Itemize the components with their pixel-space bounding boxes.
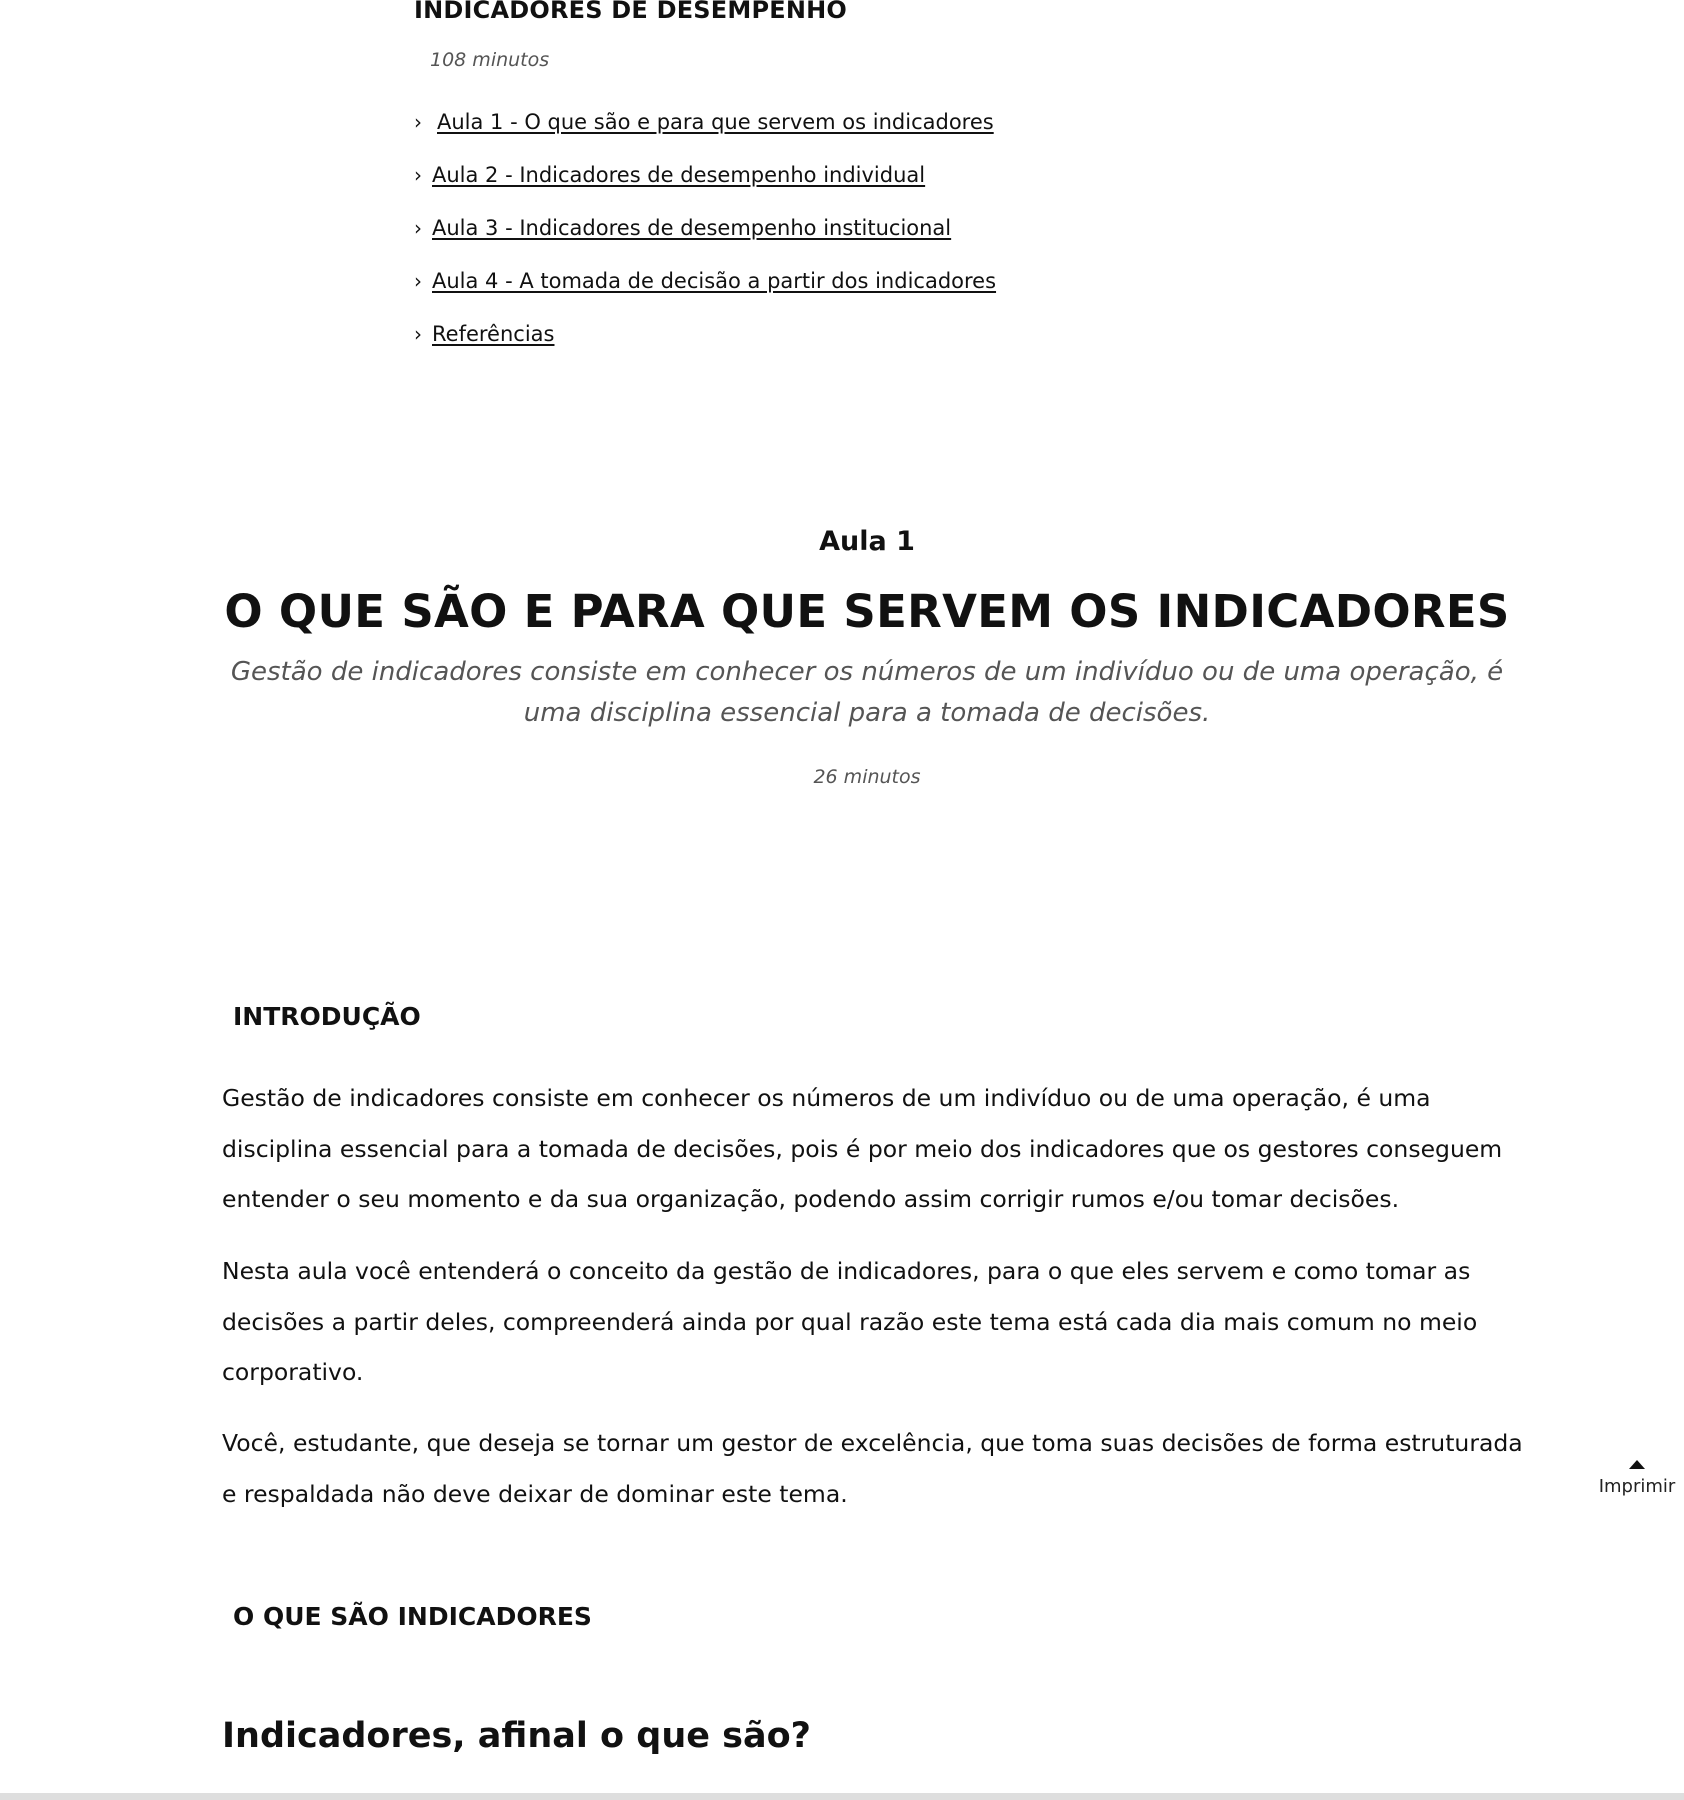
lesson-duration: 26 minutos — [813, 766, 921, 788]
chevron-right-icon: › — [414, 162, 422, 187]
chevron-right-icon: › — [414, 268, 422, 293]
list-item — [414, 201, 1314, 254]
table-of-contents — [414, 0, 1314, 360]
chevron-right-icon: › — [414, 109, 422, 134]
list-item — [414, 95, 1314, 148]
toc-link-referencias[interactable]: Referências — [432, 321, 555, 346]
toc-link-aula-4[interactable]: Aula 4 - A tomada de decisão a partir dos indicadores — [432, 268, 997, 293]
chevron-right-icon: › — [414, 215, 422, 240]
course-duration: 108 minutos — [430, 49, 550, 71]
toc-list — [414, 95, 1314, 360]
course-title: INDICADORES DE DESEMPENHO — [414, 0, 848, 24]
intro-heading: INTRODUÇÃO — [233, 1002, 421, 1031]
print-button[interactable] — [1590, 1460, 1684, 1499]
toc-link-aula-2[interactable]: Aula 2 - Indicadores de desempenho individual — [432, 162, 926, 187]
intro-paragraph-2: Nesta aula você entenderá o conceito da gestão de indicadores, para o que eles servem e como tomar as decisões a partir deles, compreenderá ainda por qual razão este tema está cada dia mais comum no meio corporativo. — [222, 1257, 1478, 1386]
section-heading-indicadores: O QUE SÃO INDICADORES — [233, 1602, 592, 1631]
section-subheading: Indicadores, afinal o que são? — [222, 1716, 811, 1756]
arrow-up-icon — [1629, 1460, 1645, 1469]
list-item — [414, 307, 1314, 360]
list-item — [414, 254, 1314, 307]
lesson-title: O QUE SÃO E PARA QUE SERVEM OS INDICADORES — [224, 585, 1510, 638]
print-label: Imprimir — [1598, 1476, 1676, 1497]
intro-paragraph-1: Gestão de indicadores consiste em conhecer os números de um indivíduo ou de uma operação, é uma disciplina essencial para a tomada de decisões, pois é por meio dos indicadores que os gestores conseguem entender o seu momento e da sua organização, podendo assim corrigir rumos e/ou tomar decisões. — [222, 1084, 1503, 1213]
chevron-right-icon: › — [414, 321, 422, 346]
toc-link-aula-1[interactable]: Aula 1 - O que são e para que servem os indicadores — [437, 109, 994, 134]
lesson-subtitle: Gestão de indicadores consiste em conhecer os números de um indivíduo ou de uma operação, é uma disciplina essencial para a tomada de decisões. — [230, 657, 1504, 728]
list-item — [414, 148, 1314, 201]
intro-paragraph-3: Você, estudante, que deseja se tornar um gestor de excelência, que toma suas decisões de forma estruturada e respaldada não deve deixar de dominar este tema. — [222, 1429, 1523, 1508]
toc-link-aula-3[interactable]: Aula 3 - Indicadores de desempenho institucional — [432, 215, 952, 240]
lesson-header — [0, 520, 1684, 790]
horizontal-scrollbar[interactable] — [0, 1793, 1684, 1800]
lesson-number: Aula 1 — [819, 526, 915, 557]
